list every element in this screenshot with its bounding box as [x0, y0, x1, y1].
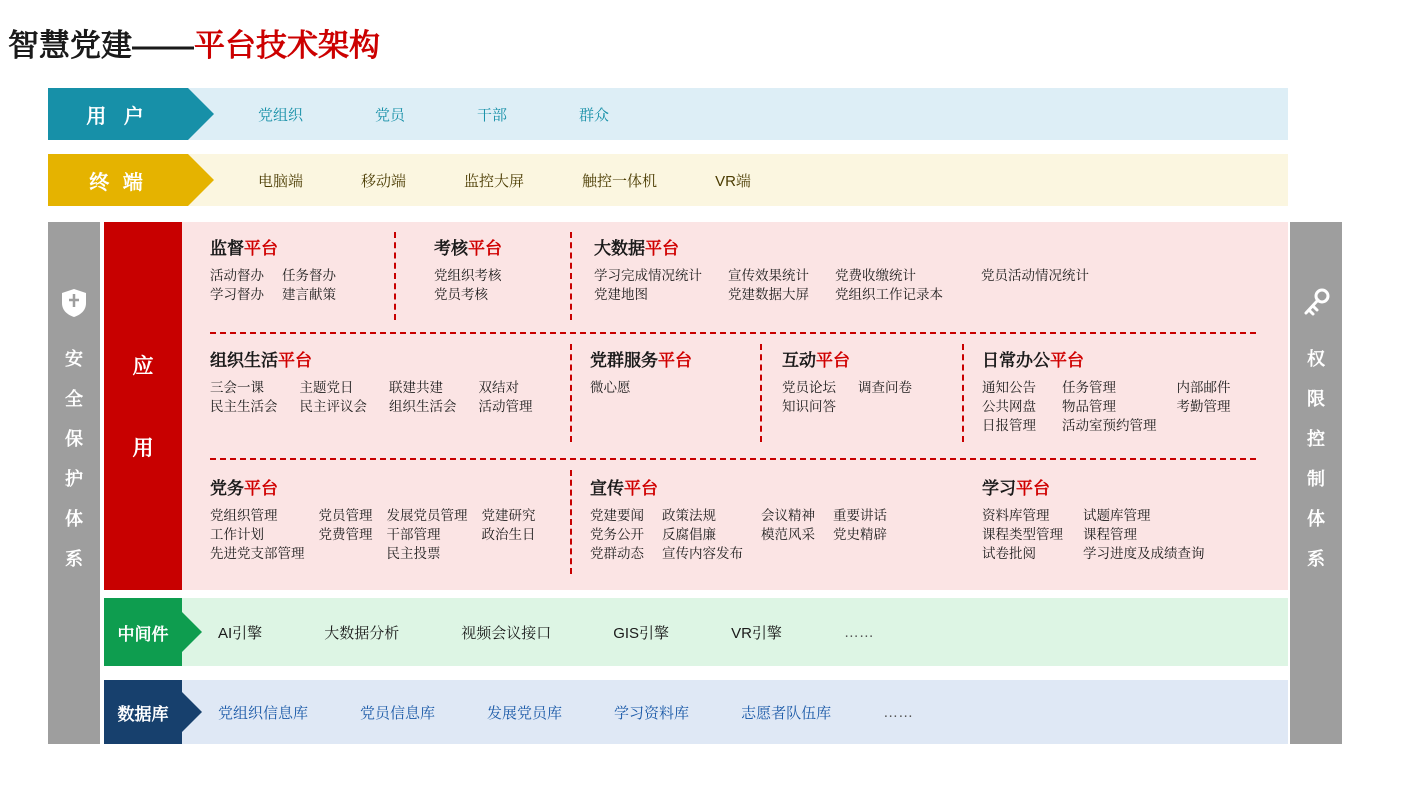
- permission-pillar-char: 权: [1307, 349, 1325, 369]
- layer-terminal-tag-label: 终 端: [89, 171, 147, 194]
- group-column: [434, 266, 502, 304]
- list-item[interactable]: 先进党支部管理: [210, 546, 305, 561]
- group-title: [982, 474, 1223, 499]
- divider: [760, 344, 762, 442]
- group-column: [1177, 378, 1231, 435]
- list-item[interactable]: 宣传内容发布: [662, 546, 743, 561]
- group-column: [590, 378, 631, 397]
- group-party-affairs: [210, 474, 554, 563]
- list-item[interactable]: 触控一体机: [582, 172, 658, 190]
- group-column: [982, 506, 1063, 563]
- divider: [394, 232, 396, 320]
- layer-terminal-tag: [48, 154, 188, 206]
- group-title: [210, 346, 551, 371]
- arrow-icon: [188, 154, 214, 206]
- layer-middleware-tag: [104, 598, 182, 666]
- group-daily-office: [982, 346, 1249, 435]
- list-item[interactable]: 公共网盘: [982, 399, 1036, 414]
- list-item[interactable]: 党费收缴统计: [835, 268, 916, 283]
- layer-user: [48, 88, 1288, 140]
- group-title-red: 平台: [1050, 351, 1084, 370]
- list-item[interactable]: 党组织管理: [210, 508, 278, 523]
- group-column: [300, 378, 368, 416]
- list-item[interactable]: 组织生活会: [389, 399, 457, 414]
- group-column: [835, 266, 943, 304]
- group-title: [210, 474, 554, 499]
- list-item[interactable]: 民主评议会: [299, 399, 367, 414]
- divider: [570, 344, 572, 442]
- list-item[interactable]: 党费管理: [318, 527, 373, 542]
- divider: [962, 344, 964, 442]
- list-item[interactable]: 党群动态: [590, 546, 644, 561]
- list-item[interactable]: 双结对: [478, 380, 519, 395]
- list-item[interactable]: 任务督办: [282, 268, 336, 283]
- group-column: [728, 266, 809, 304]
- list-item[interactable]: 考勤管理: [1176, 399, 1231, 414]
- page-title: [8, 20, 380, 65]
- group-interaction: [782, 346, 930, 416]
- layer-middleware: [104, 598, 1288, 666]
- group-title-plain: 党群服务: [590, 351, 658, 370]
- group-title-red: 平台: [658, 351, 692, 370]
- group-title-plain: 组织生活: [210, 351, 278, 370]
- layer-database-items: [182, 680, 1288, 744]
- group-title-red: 平台: [468, 239, 502, 258]
- group-column: [590, 506, 644, 563]
- group-column: [1062, 378, 1157, 435]
- list-item[interactable]: 主题党日: [299, 380, 354, 395]
- layer-user-items: [188, 88, 1288, 140]
- group-column: [210, 506, 305, 563]
- list-item[interactable]: 民主投票: [386, 546, 441, 561]
- application-row: [182, 460, 1288, 590]
- layer-database-tag: [104, 680, 182, 744]
- security-pillar-char: 全: [65, 389, 83, 409]
- list-item[interactable]: 党建研究: [481, 508, 536, 523]
- group-title-plain: 学习: [982, 479, 1016, 498]
- list-item[interactable]: 民主生活会: [210, 399, 278, 414]
- list-item[interactable]: 发展党员管理: [386, 508, 468, 523]
- list-item[interactable]: 党建数据大屏: [728, 287, 809, 302]
- layer-database: [104, 680, 1288, 744]
- layer-application-tag: [104, 222, 182, 590]
- group-column: [210, 378, 278, 416]
- group-supervision: [210, 234, 354, 304]
- list-item[interactable]: 干部: [477, 106, 508, 124]
- security-pillar-char: 系: [65, 549, 83, 569]
- divider: [570, 470, 572, 574]
- list-item[interactable]: GIS引擎: [613, 624, 670, 642]
- list-item[interactable]: 微心愿: [590, 380, 631, 395]
- layer-terminal: [48, 154, 1288, 206]
- application-row: [182, 334, 1288, 460]
- layer-middleware-tag-label: 中间件: [117, 624, 169, 644]
- list-item[interactable]: 反腐倡廉: [662, 527, 716, 542]
- group-column: [482, 506, 536, 563]
- group-title-red: 平台: [244, 239, 278, 258]
- group-column: [858, 378, 912, 416]
- list-item[interactable]: 党建地图: [594, 287, 648, 302]
- security-pillar-char: 保: [65, 429, 83, 449]
- group-title: [210, 234, 354, 259]
- list-item[interactable]: 知识问答: [782, 399, 836, 414]
- list-item[interactable]: 党组织工作记录本: [835, 287, 943, 302]
- list-item[interactable]: 模范风采: [761, 527, 815, 542]
- layer-user-tag-label: 用 户: [86, 105, 150, 128]
- group-column: [210, 266, 264, 304]
- group-column: [761, 506, 815, 563]
- group-column: [1083, 506, 1205, 563]
- list-item[interactable]: 会议精神: [761, 508, 815, 523]
- list-item[interactable]: 移动端: [361, 172, 407, 190]
- permission-pillar-char: 体: [1307, 509, 1325, 529]
- list-item[interactable]: 大数据分析: [324, 624, 400, 642]
- layer-user-tag: [48, 88, 188, 140]
- list-item[interactable]: 干部管理: [386, 527, 441, 542]
- page-title-prefix: 智慧党建——: [8, 28, 194, 63]
- list-item[interactable]: 学习资料库: [614, 704, 690, 722]
- group-title-red: 平台: [816, 351, 850, 370]
- list-item[interactable]: VR端: [715, 172, 751, 190]
- list-item[interactable]: 建言献策: [282, 287, 336, 302]
- security-pillar-char: 安: [65, 349, 83, 369]
- list-item[interactable]: 党组织考核: [434, 268, 502, 283]
- layer-application: [182, 222, 1288, 590]
- group-propaganda: [590, 474, 905, 563]
- group-title-plain: 宣传: [590, 479, 624, 498]
- security-pillar-char: 护: [65, 469, 83, 489]
- group-title: [590, 474, 905, 499]
- list-item[interactable]: 宣传效果统计: [728, 268, 809, 283]
- group-column: [479, 378, 533, 416]
- list-item[interactable]: 党史精辟: [833, 527, 887, 542]
- list-item[interactable]: 监控大屏: [464, 172, 525, 190]
- list-item[interactable]: 党员活动情况统计: [981, 268, 1089, 283]
- list-item[interactable]: 党员考核: [434, 287, 488, 302]
- arrow-icon: [182, 692, 202, 732]
- group-column: [282, 266, 336, 304]
- group-title-plain: 监督: [210, 239, 244, 258]
- list-item[interactable]: 党员论坛: [782, 380, 836, 395]
- group-title-plain: 考核: [434, 239, 468, 258]
- group-column: [387, 506, 468, 563]
- group-title: [590, 346, 692, 371]
- list-item[interactable]: 工作计划: [210, 527, 264, 542]
- list-item[interactable]: VR引擎: [731, 624, 782, 642]
- list-item[interactable]: 党建要闻: [590, 508, 644, 523]
- list-item[interactable]: 物品管理: [1062, 399, 1116, 414]
- list-item[interactable]: 联建共建: [389, 380, 443, 395]
- group-column: [594, 266, 702, 304]
- group-study: [982, 474, 1223, 563]
- list-item[interactable]: 任务管理: [1062, 380, 1116, 395]
- list-item[interactable]: 学习督办: [210, 287, 264, 302]
- group-title: [982, 346, 1249, 371]
- arrow-icon: [188, 88, 214, 140]
- group-column: [833, 506, 887, 563]
- list-item[interactable]: 志愿者队伍库: [741, 704, 832, 722]
- list-item[interactable]: AI引擎: [218, 624, 263, 642]
- group-organization-life: [210, 346, 551, 416]
- permission-pillar-char: 限: [1307, 389, 1325, 409]
- group-title-red: 平台: [1016, 479, 1050, 498]
- layer-application-tag-char: 用: [132, 437, 154, 460]
- list-item[interactable]: 党员: [375, 106, 406, 124]
- permission-pillar-char: 制: [1307, 469, 1325, 489]
- list-item[interactable]: 党组织: [258, 106, 304, 124]
- group-title: [434, 234, 520, 259]
- group-title: [594, 234, 1107, 259]
- group-column: [389, 378, 457, 416]
- list-item[interactable]: 学习完成情况统计: [594, 268, 702, 283]
- group-party-service: [590, 346, 692, 397]
- list-item[interactable]: 试卷批阅: [982, 546, 1036, 561]
- list-item[interactable]: 党员管理: [318, 508, 373, 523]
- list-item[interactable]: 活动室预约管理: [1062, 418, 1157, 433]
- list-item[interactable]: 学习进度及成绩查询: [1083, 546, 1205, 561]
- security-pillar-char: 体: [65, 509, 83, 529]
- permission-pillar: [1290, 222, 1342, 744]
- list-item[interactable]: 日报管理: [982, 418, 1036, 433]
- list-item[interactable]: 重要讲话: [833, 508, 887, 523]
- list-item[interactable]: 资料库管理: [982, 508, 1050, 523]
- group-title-plain: 大数据: [594, 239, 645, 258]
- list-item[interactable]: 党务公开: [590, 527, 644, 542]
- group-bigdata: [594, 234, 1107, 304]
- list-item[interactable]: 试题库管理: [1083, 508, 1151, 523]
- group-title-plain: 日常办公: [982, 351, 1050, 370]
- group-title: [782, 346, 930, 371]
- group-title-red: 平台: [278, 351, 312, 370]
- group-title-plain: 互动: [782, 351, 816, 370]
- group-column: [982, 378, 1036, 435]
- group-column: [319, 506, 373, 563]
- permission-pillar-char: 控: [1307, 429, 1325, 449]
- permission-pillar-char: 系: [1307, 549, 1325, 569]
- group-title-red: 平台: [645, 239, 679, 258]
- list-item[interactable]: 课程类型管理: [982, 527, 1063, 542]
- list-item[interactable]: 调查问卷: [858, 380, 912, 395]
- list-item-ellipsis: ……: [883, 703, 914, 721]
- group-column: [662, 506, 743, 563]
- list-item[interactable]: 三会一课: [210, 380, 264, 395]
- layer-database-tag-label: 数据库: [117, 704, 169, 724]
- application-row: [182, 222, 1288, 334]
- list-item-ellipsis: ……: [843, 623, 874, 641]
- list-item[interactable]: 政治生日: [481, 527, 536, 542]
- list-item[interactable]: 通知公告: [982, 380, 1036, 395]
- group-column: [782, 378, 836, 416]
- group-title-red: 平台: [244, 479, 278, 498]
- group-assessment: [434, 234, 520, 304]
- list-item[interactable]: 活动督办: [210, 268, 264, 283]
- list-item[interactable]: 活动管理: [478, 399, 533, 414]
- layer-middleware-items: [182, 598, 1288, 666]
- key-icon: [1302, 288, 1330, 323]
- list-item[interactable]: 电脑端: [258, 172, 304, 190]
- layer-terminal-items: [188, 154, 1288, 206]
- layer-application-tag-char: 应: [132, 355, 154, 378]
- shield-icon: [61, 288, 87, 323]
- list-item[interactable]: 政策法规: [662, 508, 716, 523]
- list-item[interactable]: 课程管理: [1083, 527, 1137, 542]
- divider: [570, 232, 572, 320]
- group-title-red: 平台: [624, 479, 658, 498]
- list-item[interactable]: 党组织信息库: [218, 704, 309, 722]
- page-title-highlight: 平台技术架构: [194, 28, 380, 63]
- group-column: [981, 266, 1089, 304]
- list-item[interactable]: 党员信息库: [360, 704, 436, 722]
- list-item[interactable]: 群众: [579, 106, 610, 124]
- list-item[interactable]: 视频会议接口: [461, 624, 552, 642]
- group-title-plain: 党务: [210, 479, 244, 498]
- list-item[interactable]: 发展党员库: [487, 704, 563, 722]
- list-item[interactable]: 内部邮件: [1176, 380, 1231, 395]
- arrow-icon: [182, 612, 202, 652]
- security-pillar: [48, 222, 100, 744]
